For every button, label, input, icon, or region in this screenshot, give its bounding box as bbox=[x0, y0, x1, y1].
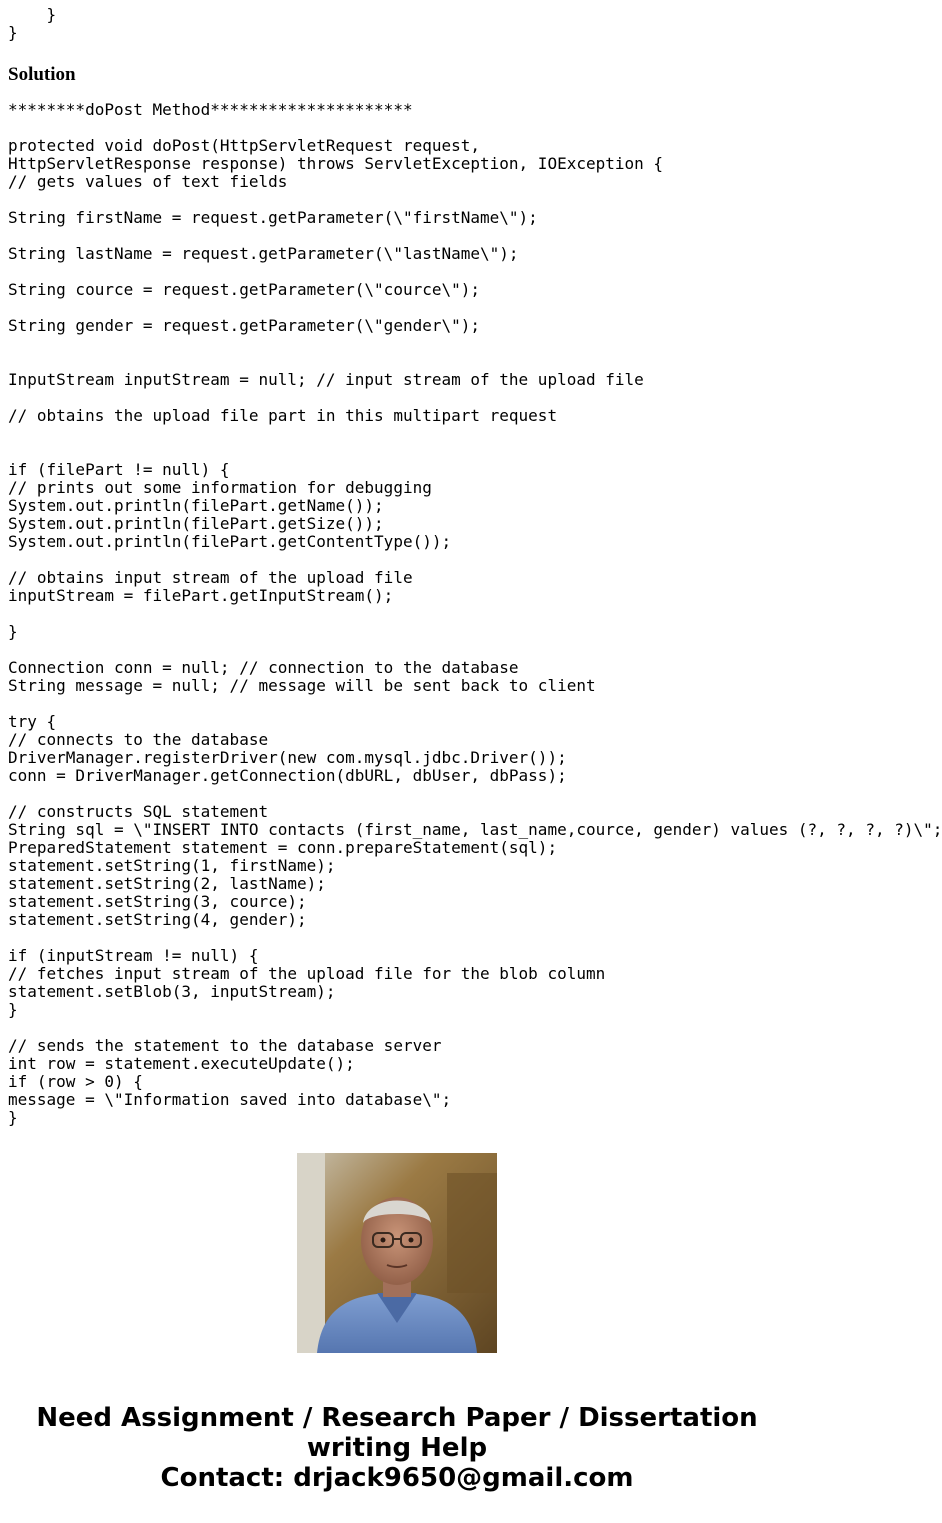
promo-contact: Contact: drjack9650@gmail.com bbox=[160, 1463, 634, 1493]
promo-line-2: writing Help bbox=[306, 1433, 488, 1463]
solution-heading: Solution bbox=[8, 64, 76, 85]
promo-banner bbox=[0, 1403, 794, 1493]
author-avatar bbox=[297, 1153, 497, 1353]
code-fragment-top: } } bbox=[8, 5, 57, 42]
promo-line-1: Need Assignment / Research Paper / Dissertation bbox=[36, 1403, 758, 1433]
avatar-portrait-image bbox=[297, 1153, 497, 1353]
solution-code: ********doPost Method********************* protected void doPost(HttpServletRequest request, HttpServletResponse response) throws ServletException, IOException { // gets values of text fields String firstName = request.getParameter(\"firstName\"); String lastName = request.getParameter(\"lastName\"); String cource = request.getParameter(\"cource\"); String gender = request.getParameter(\"gender\"); InputStream inputStream = null; // input stream of the upload file // obtains the upload file part in this multipart request if (filePart != null) { // prints out some information for debugging System.out.println(filePart.getName()); System.out.println(filePart.getSize()); System.out.println(filePart.getContentType()); // obtains input stream of the upload file inputStream = filePart.getInputStream(); } Connection conn = null; // connection to the database String message = null; // message will be sent back to client try { // connects to the database DriverManager.registerDriver(new com.mysql.jdbc.Driver()); conn = DriverManager.getConnection(dbURL, dbUser, dbPass); // constructs SQL statement String sql = \"INSERT INTO contacts (first_name, last_name,cource, gender) values (?, ?, ?, ?)\"; PreparedStatement statement = conn.prepareStatement(sql); statement.setString(1, firstName); statement.setString(2, lastName); statement.setString(3, cource); statement.setString(4, gender); if (inputStream != null) { // fetches input stream of the upload file for the blob column statement.setBlob(3, inputStream); } // sends the statement to the database server int row = statement.executeUpdate(); if (row > 0) { message = \"Information saved into database\"; } bbox=[8, 100, 942, 1127]
